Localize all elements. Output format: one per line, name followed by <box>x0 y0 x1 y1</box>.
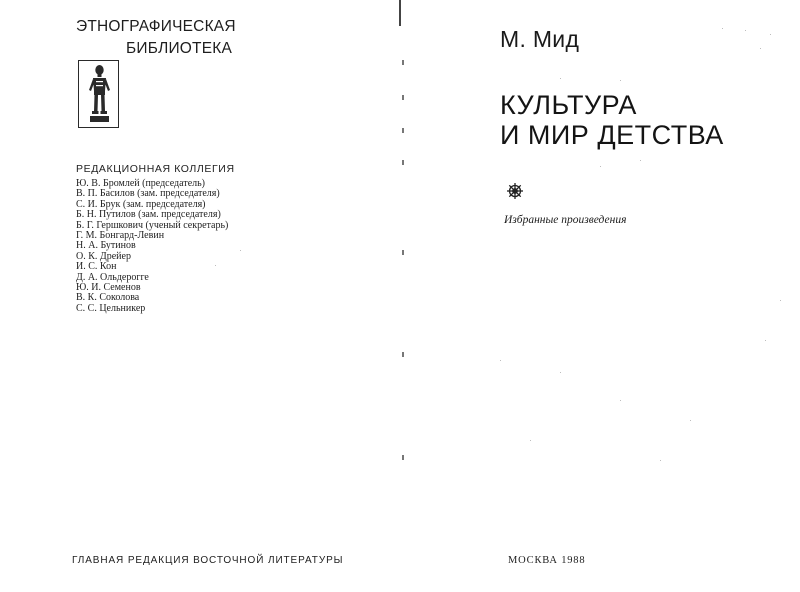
list-item: Б. Н. Путилов (зам. председателя) <box>76 209 221 221</box>
scan-speck <box>560 78 561 79</box>
scan-speck <box>600 166 601 167</box>
scan-speck <box>722 28 723 29</box>
publisher-line: ГЛАВНАЯ РЕДАКЦИЯ ВОСТОЧНОЙ ЛИТЕРАТУРЫ <box>72 555 344 566</box>
scan-speck <box>620 400 621 401</box>
list-item: Б. Г. Гершкович (ученый секретарь) <box>76 219 229 231</box>
scan-speck <box>620 80 621 81</box>
scan-speck <box>240 250 241 251</box>
series-title-line2: БИБЛИОТЕКА <box>126 40 233 57</box>
series-title <box>76 16 236 60</box>
scan-speck <box>640 160 641 161</box>
list-item: Н. А. Бутинов <box>76 240 136 252</box>
series-logo <box>78 60 119 128</box>
editorial-board-list <box>76 179 235 314</box>
scan-speck <box>745 30 746 31</box>
scan-speck <box>770 34 771 35</box>
book-title <box>500 90 724 150</box>
list-item: О. К. Дрейер <box>76 250 131 262</box>
series-title-line1: ЭТНОГРАФИЧЕСКАЯ <box>76 18 236 35</box>
list-item: С. С. Цельникер <box>76 302 146 314</box>
scan-speck <box>560 372 561 373</box>
author-name: М. Мид <box>500 26 580 52</box>
scan-speck <box>500 360 501 361</box>
book-subtitle: Избранные произведения <box>504 214 627 226</box>
editorial-board-heading: РЕДАКЦИОННАЯ КОЛЛЕГИЯ <box>76 163 235 175</box>
scan-speck <box>760 48 761 49</box>
list-item: В. П. Басилов (зам. председателя) <box>76 188 220 200</box>
scan-speck <box>690 420 691 421</box>
list-item: Ю. В. Бромлей (председатель) <box>76 178 206 189</box>
editorial-board <box>76 163 235 314</box>
imprint-line: МОСКВА 1988 <box>508 555 586 566</box>
scan-speck <box>530 440 531 441</box>
list-item: И. С. Кон <box>76 261 117 273</box>
list-item: Г. М. Бонгард-Левин <box>76 230 165 242</box>
snowflake-ornament-icon <box>506 182 524 200</box>
list-item: С. И. Брук (зам. председателя) <box>76 198 206 210</box>
book-title-line2: И МИР ДЕТСТВА <box>500 120 724 150</box>
list-item: Д. А. Ольдерогге <box>76 271 149 283</box>
scan-speck <box>780 300 781 301</box>
list-item: Ю. И. Семенов <box>76 282 141 294</box>
list-item: В. К. Соколова <box>76 292 140 304</box>
figurine-icon <box>79 61 120 129</box>
right-page <box>400 0 800 592</box>
book-title-line1: КУЛЬТУРА <box>500 90 637 120</box>
scan-speck <box>660 460 661 461</box>
scan-speck <box>215 265 216 266</box>
scan-speck <box>765 340 766 341</box>
